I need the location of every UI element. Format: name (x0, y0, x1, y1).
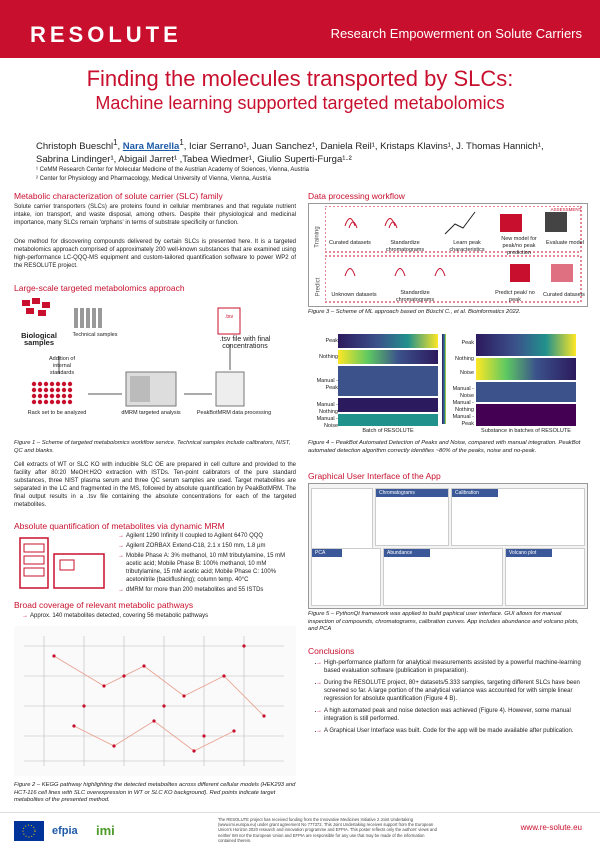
caption-figure-4: Figure 4 – PeakBot Automated Detection of Peaks and Noise, compared with manual integration. PeakBot automated detection algorithm correctly identifies ~80% of the peaks, noise and no-peak. (308, 440, 581, 454)
heading-slc-family: Metabolic characterization of solute carrier (SLC) family (14, 191, 223, 201)
hm-right-label: Peak (461, 340, 474, 346)
dmrm-list (118, 532, 296, 596)
hm-left-label: Peak (325, 338, 338, 344)
caption-figure-5: Figure 5 – PythonQt framework was applied to build gaphical user interface. GUI allows for manual inspection of compounds, chromatograms, calibration curves. App includes abundance and volcano plots, and PCA (308, 611, 579, 633)
lcms-instrument-icon (16, 534, 108, 594)
label-biological-samples: Biological samples (21, 331, 57, 347)
step-unknown-datasets: Unknown datasets (331, 292, 377, 298)
paragraph-slc-intro: Solute carrier transporters (SLCs) are proteins found in cellular membranes and that regulate nutrient intake, ion transport, and waste disposal, among others. Despite their physiological and medicinal importance, many SLCs remain 'orphans' in terms of substrate specificity or function. (14, 204, 296, 226)
label-final-concentrations: .tsv file with final concentrations (219, 336, 271, 350)
paragraph-cell-extracts: Cell extracts of WT or SLC KO with inducible SLC OE are prepared in cell culture and provided to the facility after 80:20 MeOH:H2O extraction with ISTDs. Ten-point calibrators of the pure standard substances, three NIST plasma serum and three QC serum samples are used. Target metabolites are separated in the LC and fragmented in the MS, followed by absolute quantification by PeakBotMRM. The final output results in a .tsv file containing the absolute concentrations for each of the targeted metabolites. (14, 462, 296, 508)
caption-figure-1: Figure 1 – Scheme of targeted metabolomics workflow service. Technical samples include calibrators, NIST, QC and blanks. (14, 440, 291, 454)
figure-4 (308, 326, 586, 436)
funding-statement: The RESOLUTE project has received funding from the Innovative Medicines Initiative 2 Joint Undertaking (www.imi.europa.eu) under grant agreement No 777372. This Joint Undertaking receives support from the European Union's Horizon 2020 research and innovation programme and EFPIA. This poster reflects only the authors' views and neither IMI nor the European Union and EFPIA are responsible for any use that may be made of the information contained therein. (218, 817, 437, 843)
conclusion-item: → • A high automated peak and noise detection was achieved (Figure 4). However, some manual integration is still performed. (324, 707, 586, 723)
label-assessment: ASSESSMENT (550, 207, 582, 212)
footer (0, 812, 600, 849)
step-learn-peak: Learn peak characteristics (449, 240, 485, 253)
figure-1 (14, 294, 296, 436)
tagline: Research Empowerment on Solute Carriers (330, 26, 582, 41)
gui-panel (311, 548, 381, 606)
author-2-aff: 1 (179, 138, 184, 147)
hm-left-label: Manual - Nothing (316, 402, 338, 415)
step-predict-peak: Predict peak/ no peak (495, 290, 535, 303)
conclusions-list (316, 659, 586, 739)
efpia-logo: efpia (52, 825, 78, 837)
label-tsv-icon: .tsv (224, 314, 234, 320)
hm-left-xlabel: Batch of RESOLUTE (362, 428, 414, 434)
kegg-pathway-map (14, 626, 296, 776)
author-presenting: Nara Marella (122, 141, 180, 153)
label-dmrm: dMRM targeted analysis (121, 410, 181, 416)
gui-panel-title: Volcano plot (506, 549, 552, 557)
label-rack: Rack set to be analyzed (27, 410, 87, 416)
gui-panel (451, 488, 585, 546)
step-curated-datasets-2: Curated datasets (543, 292, 585, 298)
title-line-1: Finding the molecules transported by SLCs: (86, 66, 514, 91)
label-internal-standards: Addition of internal standards (49, 356, 75, 376)
hm-right-label: Manual - Nothing (452, 400, 474, 413)
author-1: Christoph Bueschl (36, 141, 114, 153)
heading-workflow: Large-scale targeted metabolomics approach (14, 283, 185, 293)
step-standardize-2: Standardize chromatograms (395, 290, 435, 303)
hm-right-xlabel: Substance in batches of RESOLUTE (481, 428, 571, 434)
author-list: Christoph Bueschl$^1$, Nara Marella$^1$, Iciar Serrano¹, Juan Sanchez¹, Daniela Reil¹, Kristaps Klavins¹, J. Thomas Hannich¹, Sabrina Lindinger¹, Abigail Jarret¹ ,Tabea Wiedmer¹, Giulio Superti-Furga¹·² (36, 138, 544, 166)
label-technical-samples: Technical samples (72, 332, 118, 338)
gui-panel (375, 488, 449, 546)
figure-3-graphic (325, 206, 585, 304)
website-link[interactable]: www.re-solute.eu (520, 823, 582, 832)
heading-pathways: Broad coverage of relevant metabolic pathways (14, 600, 194, 610)
author-rest: , Iciar Serrano¹, Juan Sanchez¹, Daniela Reil¹, Kristaps Klavins¹, J. Thomas Hannich¹, Sabrina Lindinger¹, Abigail Jarret¹ ,Tabea Wiedmer¹, Giulio Superti-Furga¹·² (36, 141, 544, 166)
dmrm-item: → dMRM for more than 200 metabolites and 55 ISTDs (126, 586, 296, 594)
gui-panel (383, 548, 503, 606)
hm-right-label: Manual - Noise (452, 386, 474, 399)
step-standardize: Standardize chromatograms (385, 240, 425, 253)
hm-right-label: Manual - Peak (452, 414, 474, 427)
hm-right-label: Nothing (455, 356, 474, 362)
step-curated-datasets: Curated datasets (329, 240, 371, 246)
label-predict: Predict (315, 277, 322, 297)
title-line-2: Machine learning supported targeted metabolomics (95, 93, 505, 113)
caption-figure-3: Figure 3 – Scheme of ML approach based on Büschl C., et al. Bioinformatics 2022. (308, 309, 521, 315)
label-training: Training (314, 226, 321, 248)
heading-gui: Graphical User Interface of the App (308, 471, 441, 481)
figure-3 (308, 203, 588, 307)
author-1-aff: 1 (113, 138, 118, 147)
heading-conclusions: Conclusions (308, 646, 355, 656)
hm-left-label: Manual - Peak (316, 378, 338, 391)
gui-panel (505, 548, 585, 606)
brand-logo: RESOLUTE (30, 22, 182, 47)
gui-panel-title: Abundance (384, 549, 430, 557)
step-evaluate: Evaluate model (546, 240, 584, 246)
step-new-model: New model for peak/no peak prediction (501, 236, 537, 256)
imi-logo: imi (96, 823, 115, 838)
gui-panel-title: Calibration (452, 489, 498, 497)
gui-panel-title: Chromatograms (376, 489, 448, 497)
dmrm-item: → Agilent ZORBAX Extend-C18, 2.1 x 150 mm, 1.8 µm (126, 542, 296, 550)
hm-right-label: Noise (459, 370, 474, 376)
conclusion-item: → • During the RESOLUTE project, 80+ datasets/5.333 samples, targeting different SLCs have been screened so far. A large portion of the analytical variance was accounted for with simple linear regression for absolute quantification (Figure 4 B). (324, 679, 586, 703)
heading-dmrm: Absolute quantification of metabolites via dynamic MRM (14, 521, 225, 531)
conclusion-item: → • High-performance platform for analytical measurements assisted by a powerful machine-learning based evaluation software (publication in preparation). (324, 659, 586, 675)
pathways-item: → Approx. 140 metabolites detected, covering 56 metabolic pathways (30, 612, 296, 620)
affiliation-1: ¹ CeMM Research Center for Molecular Medicine of the Austrian Academy of Sciences, Vienna, Austria (36, 167, 310, 173)
gui-screenshot (308, 483, 588, 609)
conclusion-item: → • A Graphical User Interface was built. Code for the app will be made available after publication. (324, 727, 586, 735)
dmrm-item: → Mobile Phase A: 3% methanol, 10 mM tributylamine, 15 mM acetic acid; Mobile Phase B: 100% methanol, 10 mM tributylamine, 15 mM acetic acid; Mobile Phase C: 100% acetonitrile (backflushing); column temp. 40°C (126, 552, 296, 584)
hm-left-label: Manual - Noise (316, 416, 338, 429)
gui-panel-title: PCA (312, 549, 342, 557)
affiliation-2: ² Center for Physiology and Pharmacology, Medical University of Vienna, Vienna, Austria (36, 176, 271, 182)
paragraph-method: One method for discovering compounds delivered by certain SLCs is presented here. It is a targeted metabolomics approach comprised of approximately 200 well-known substances that are examined using high-performance LC-QQQ-MS equipment and custom-tailored quantification software to power WP2 of the RESOLUTE project. (14, 239, 296, 269)
caption-figure-2: Figure 2 – KEGG pathway highlighting the detected metabolites across different cellular models (HEK293 and HCT-116 cell lines with SLC overexpression in WT or SLC KO background). Red points indicate target metabolites of the presented method. (14, 782, 296, 804)
pathways-list (22, 612, 296, 622)
header-bar (0, 0, 600, 58)
label-peakbotmrm: PeakBotMRM data processing (196, 410, 272, 416)
heading-data-processing: Data processing workflow (308, 191, 405, 201)
hm-left-label: Nothing (319, 354, 338, 360)
eu-flag-icon (14, 821, 44, 841)
dmrm-item: → Agilent 1290 Infinity II coupled to Agilent 6470 QQQ (126, 532, 296, 540)
